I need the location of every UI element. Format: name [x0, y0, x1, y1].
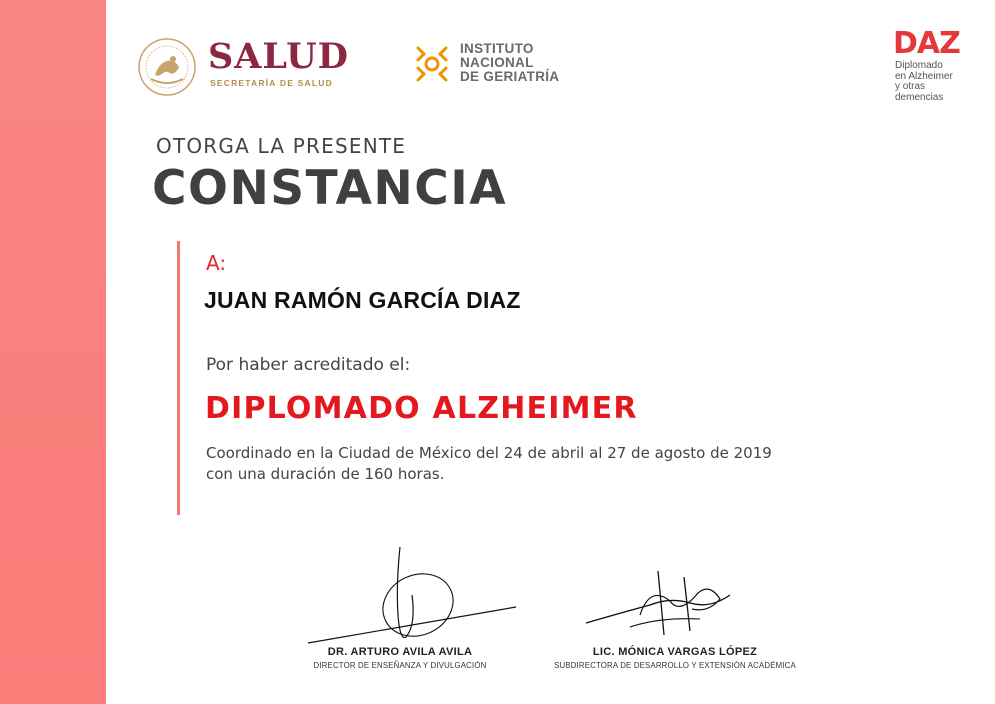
ing-line-1: INSTITUTO [460, 41, 534, 56]
reason-text: Por haber acreditado el: [206, 355, 411, 375]
daz-line-1: Diplomado [895, 60, 943, 71]
signer-1-title: DIRECTOR DE ENSEÑANZA Y DIVULGACIÓN [313, 661, 487, 670]
recipient-label: A: [206, 251, 227, 275]
salud-logo-subtitle: SECRETARÍA DE SALUD [210, 78, 333, 88]
details-line-2: con una duración de 160 horas. [206, 465, 445, 483]
daz-line-4: demencias [895, 91, 944, 103]
recipient-name: JUAN RAMÓN GARCÍA DIAZ [204, 287, 521, 313]
signature-2 [580, 565, 740, 645]
side-band [0, 0, 106, 704]
salud-logo-text: SALUD [208, 36, 350, 77]
daz-logo-subtitle [895, 61, 953, 103]
signature-1 [300, 545, 520, 645]
daz-logo-mark: DAZ [893, 26, 960, 61]
accent-line [177, 241, 180, 515]
ing-line-3: DE GERIATRÍA [460, 69, 560, 84]
program-details [206, 443, 896, 485]
daz-line-2: en Alzheimer [895, 70, 953, 82]
ing-line-2: NACIONAL [460, 55, 534, 70]
certificate-preamble: OTORGA LA PRESENTE [156, 134, 407, 158]
daz-line-3: y otras [895, 81, 926, 92]
instituto-geriatria-icon [410, 42, 454, 86]
program-title: DIPLOMADO ALZHEIMER [205, 391, 638, 426]
signer-2-name: LIC. MÓNICA VARGAS LÓPEZ [592, 646, 758, 658]
certificate-title: CONSTANCIA [152, 161, 508, 216]
signer-2-title: SUBDIRECTORA DE DESARROLLO Y EXTENSIÓN ACADÉMICA [554, 661, 796, 670]
instituto-geriatria-text [460, 42, 559, 84]
signer-1-name: DR. ARTURO AVILA AVILA [327, 646, 473, 658]
mexico-coat-of-arms-icon [137, 37, 197, 97]
details-line-1: Coordinado en la Ciudad de México del 24 de abril al 27 de agosto de 2019 [206, 444, 772, 462]
